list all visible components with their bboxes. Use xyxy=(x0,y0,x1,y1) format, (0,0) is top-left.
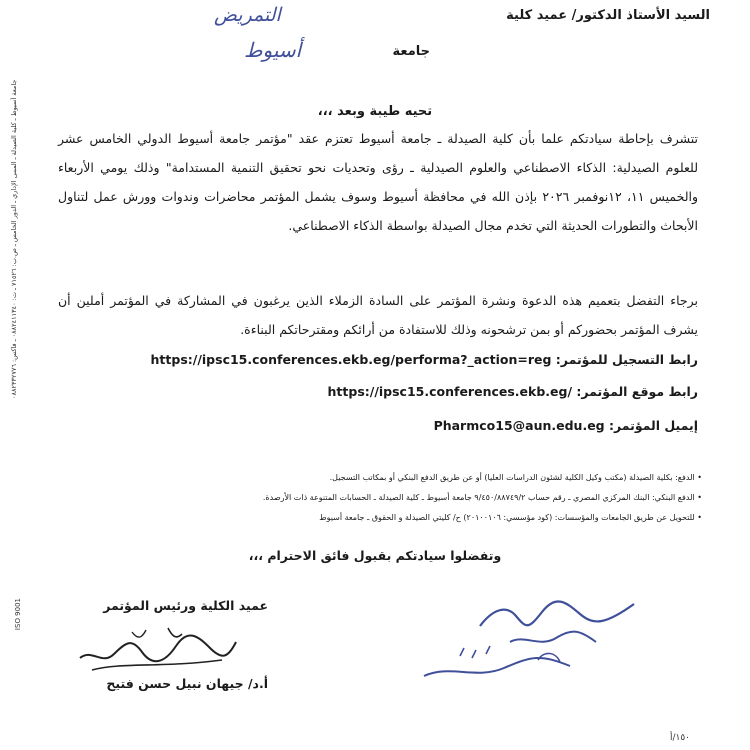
registration-link-line xyxy=(58,352,698,367)
handwritten-faculty: التمريض xyxy=(214,4,281,26)
website-link-line xyxy=(58,384,698,399)
closing-line: وتفضلوا سيادتكم بقبول فائق الاحترام ،،، xyxy=(248,548,502,563)
handwritten-university: أسيوط xyxy=(244,38,302,62)
email-link[interactable]: Pharmco15@aun.edu.eg xyxy=(433,418,605,433)
margin-contact-text: جامعة أسيوط ـ كلية الصيدلة ـ المبنى الإداري ـ الدور الخامس ـ ص.ب: ٧١٥٢٦ ـ ت: ٠٨٨٢٤١١٣٤٠ ـ فاكس: ٠٨٨٢٣٣٢٧٧٦ xyxy=(10,80,18,400)
website-link[interactable]: https://ipsc15.conferences.ekb.eg/ xyxy=(327,384,573,399)
paragraph-intro: تتشرف بإحاطة سيادتكم علما بأن كلية الصيدلة ـ جامعة أسيوط تعتزم عقد "مؤتمر جامعة أسيوط الدولي الخامس عشر للعلوم الصيدلية: الذكاء الاصطناعي والعلوم الصيدلية ـ رؤى وتحديات نحو تحقيق التنمية المستدامة" وذلك يومي الأربعاء والخميس ١١، ١٢نوفمبر ٢٠٢٦ بإذن الله في محافظة أسيوط وسوف يشمل المؤتمر محاضرات وندوات وورش عمل لتناول الأبحاث والتطورات الحديثة التي تخدم مجال الصيدلة بواسطة الذكاء الاصطناعي. xyxy=(58,131,699,233)
addressee-text: السيد الأستاذ الدكتور/ عميد كلية xyxy=(506,8,710,23)
greeting: تحيه طيبة وبعد ،،، xyxy=(317,104,433,119)
registration-link-label: رابط التسجيل للمؤتمر: xyxy=(555,352,698,367)
signatory-title: عميد الكلية ورئيس المؤتمر xyxy=(103,598,268,613)
signatory-name: أ.د/ جيهان نبيل حسن فتيح xyxy=(106,676,268,691)
email-label: إيميل المؤتمر: xyxy=(608,418,698,433)
bullet-item: • الدفع: بكلية الصيدلة (مكتب وكيل الكلية لشئون الدراسات العليا) أو عن طريق الدفع البنكي أو بمكاتب التسجيل. xyxy=(329,473,702,482)
dean-signature xyxy=(72,618,242,678)
approval-signature xyxy=(420,590,650,690)
website-link-label: رابط موقع المؤتمر: xyxy=(576,384,698,399)
bullet-item: • الدفع البنكي: البنك المركزي المصري ـ رقم حساب ٩/٤٥٠/٨٨٧٤٩/٢ جامعة أسيوط ـ كلية الصيدلة ـ الحسابات المتنوعة ذات الأرصدة. xyxy=(262,493,702,502)
corner-reference: ١٥٠/أ xyxy=(669,733,690,743)
registration-link[interactable]: https://ipsc15.conferences.ekb.eg/performa?_action=reg xyxy=(150,352,552,367)
payment-bullets xyxy=(52,468,702,528)
university-label: جامعة xyxy=(392,44,430,59)
email-line xyxy=(58,418,698,433)
paragraph-request: برجاء التفضل بتعميم هذه الدعوة ونشرة المؤتمر على السادة الزملاء الذين يرغبون في المشاركة في المؤتمر أملين أن يشرف المؤتمر بحضوركم أو بمن ترشحونه وذلك للاستفادة من أرائكم ومقترحاتكم البناءة. xyxy=(58,293,698,337)
iso-mark: ISO 9001 xyxy=(14,598,22,631)
addressee-line xyxy=(506,8,710,23)
bullet-item: • للتحويل عن طريق الجامعات والمؤسسات: (كود مؤسسي: ٢٠١٠٠١٠٦) ح/ كليتي الصيدلة و الحقوق ـ جامعة أسيوط xyxy=(319,513,702,522)
